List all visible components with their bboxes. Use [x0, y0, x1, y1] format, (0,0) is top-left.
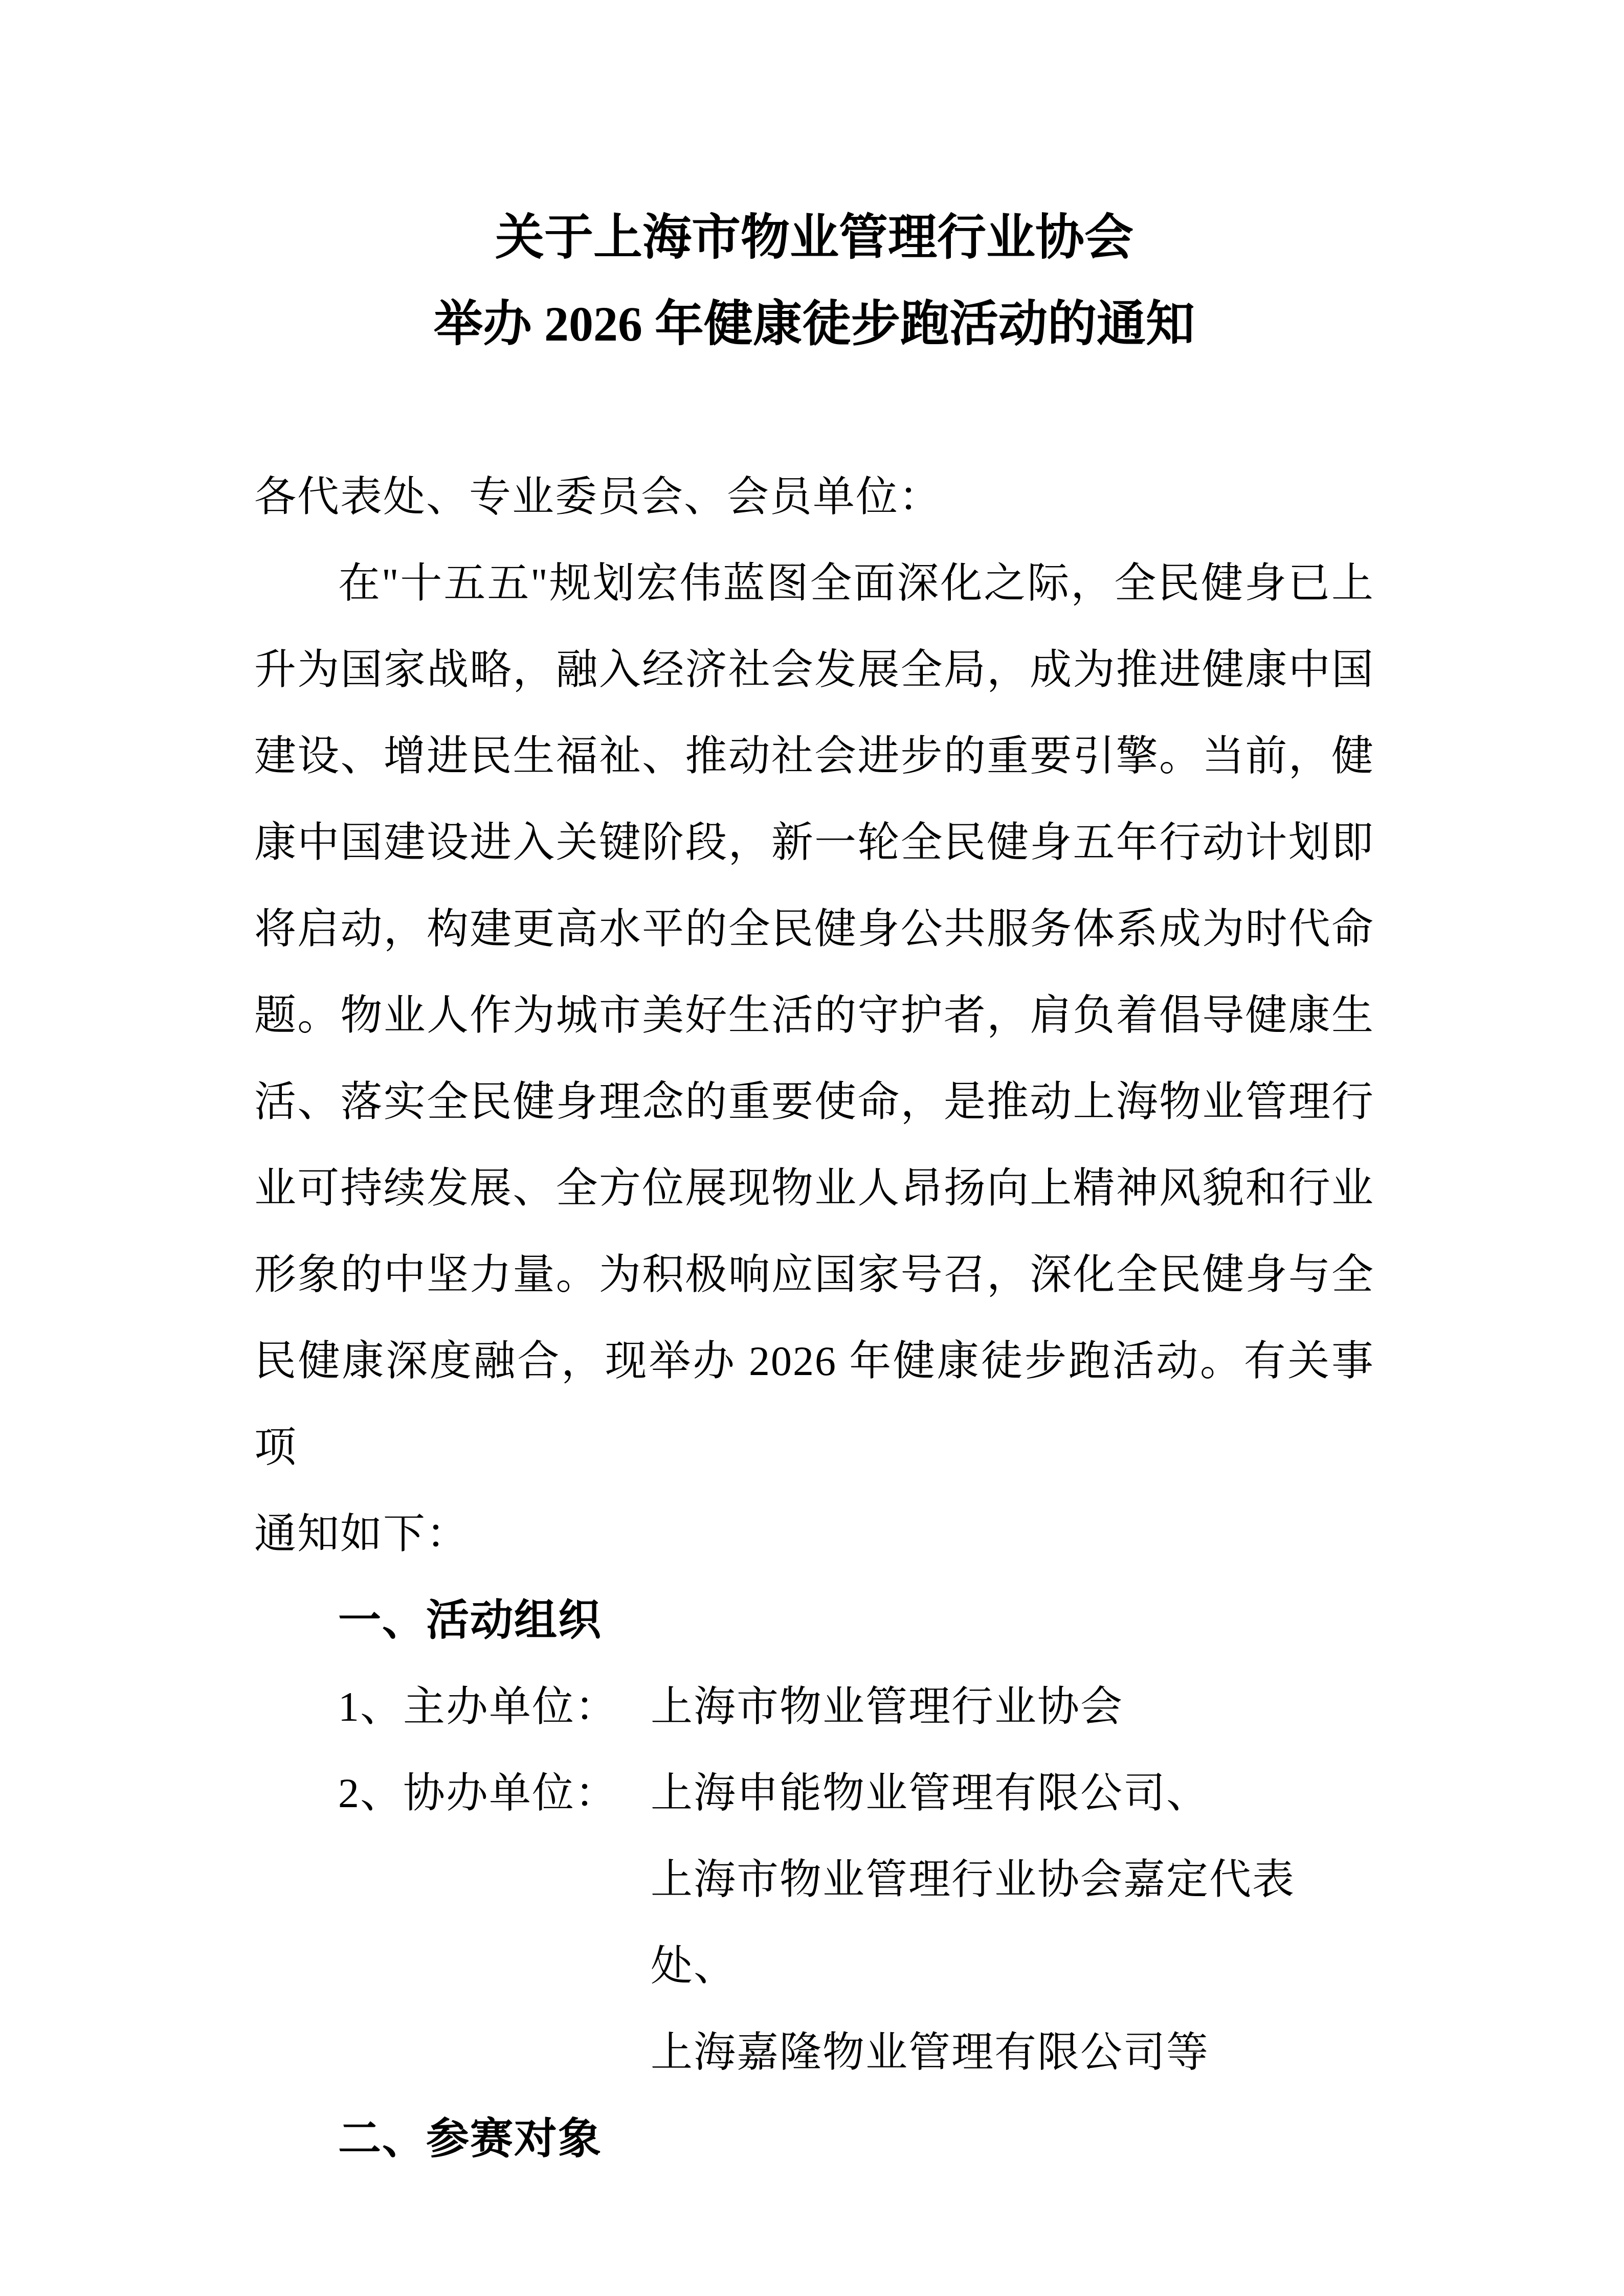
co-organizer-continuation-line: 上海嘉隆物业管理有限公司等: [651, 2029, 1210, 2076]
paragraph-line: 通知如下：: [254, 1511, 470, 1557]
document-title-line-2: 举办 2026 年健康徒步跑活动的通知: [434, 297, 1195, 351]
paragraph-line: 建设、增进民生福祉、推动社会进步的重要引擎。当前，健: [254, 733, 1374, 779]
paragraph-line: 升为国家战略，融入经济社会发展全局，成为推进健康中国: [254, 646, 1374, 693]
list-item-co-organizer: [254, 1750, 1374, 1836]
co-organizer-continuation-line: 上海市物业管理行业协会嘉定代表处、: [651, 1856, 1296, 1989]
paragraph-line: 形象的中坚力量。为积极响应国家号召，深化全民健身与全: [254, 1251, 1374, 1298]
list-item-label: 2、协办单位：: [338, 1770, 618, 1816]
blank-line: [254, 367, 1374, 454]
list-item-label: 1、主办单位：: [338, 1683, 618, 1730]
list-item-value: 上海申能物业管理有限公司、: [651, 1770, 1210, 1816]
section-1-heading: 一、活动组织: [338, 1596, 603, 1644]
paragraph-line: 康中国建设进入关键阶段，新一轮全民健身五年行动计划即: [254, 819, 1374, 866]
section-2-heading: 二、参赛对象: [338, 2114, 603, 2163]
paragraph-line: 将启动，构建更高水平的全民健身公共服务体系成为时代命: [254, 906, 1374, 952]
paragraph-line: 活、落实全民健身理念的重要使命，是推动上海物业管理行: [254, 1078, 1374, 1125]
list-item-organizer: [254, 1663, 1374, 1750]
list-item-value: 上海市物业管理行业协会: [651, 1683, 1124, 1730]
paragraph-line: 在"十五五"规划宏伟蓝图全面深化之际，全民健身已上: [338, 560, 1374, 606]
salutation-line: 各代表处、专业委员会、会员单位：: [254, 474, 942, 520]
paragraph-line: 民健康深度融合，现举办 2026 年健康徒步跑活动。有关事项: [254, 1338, 1374, 1471]
document-content: [254, 194, 1374, 2182]
document-title-line-1: 关于上海市物业管理行业协会: [495, 210, 1133, 265]
paragraph-line: 业可持续发展、全方位展现物业人昂扬向上精神风貌和行业: [254, 1165, 1374, 1211]
paragraph-line: 题。物业人作为城市美好生活的守护者，肩负着倡导健康生: [254, 992, 1374, 1039]
